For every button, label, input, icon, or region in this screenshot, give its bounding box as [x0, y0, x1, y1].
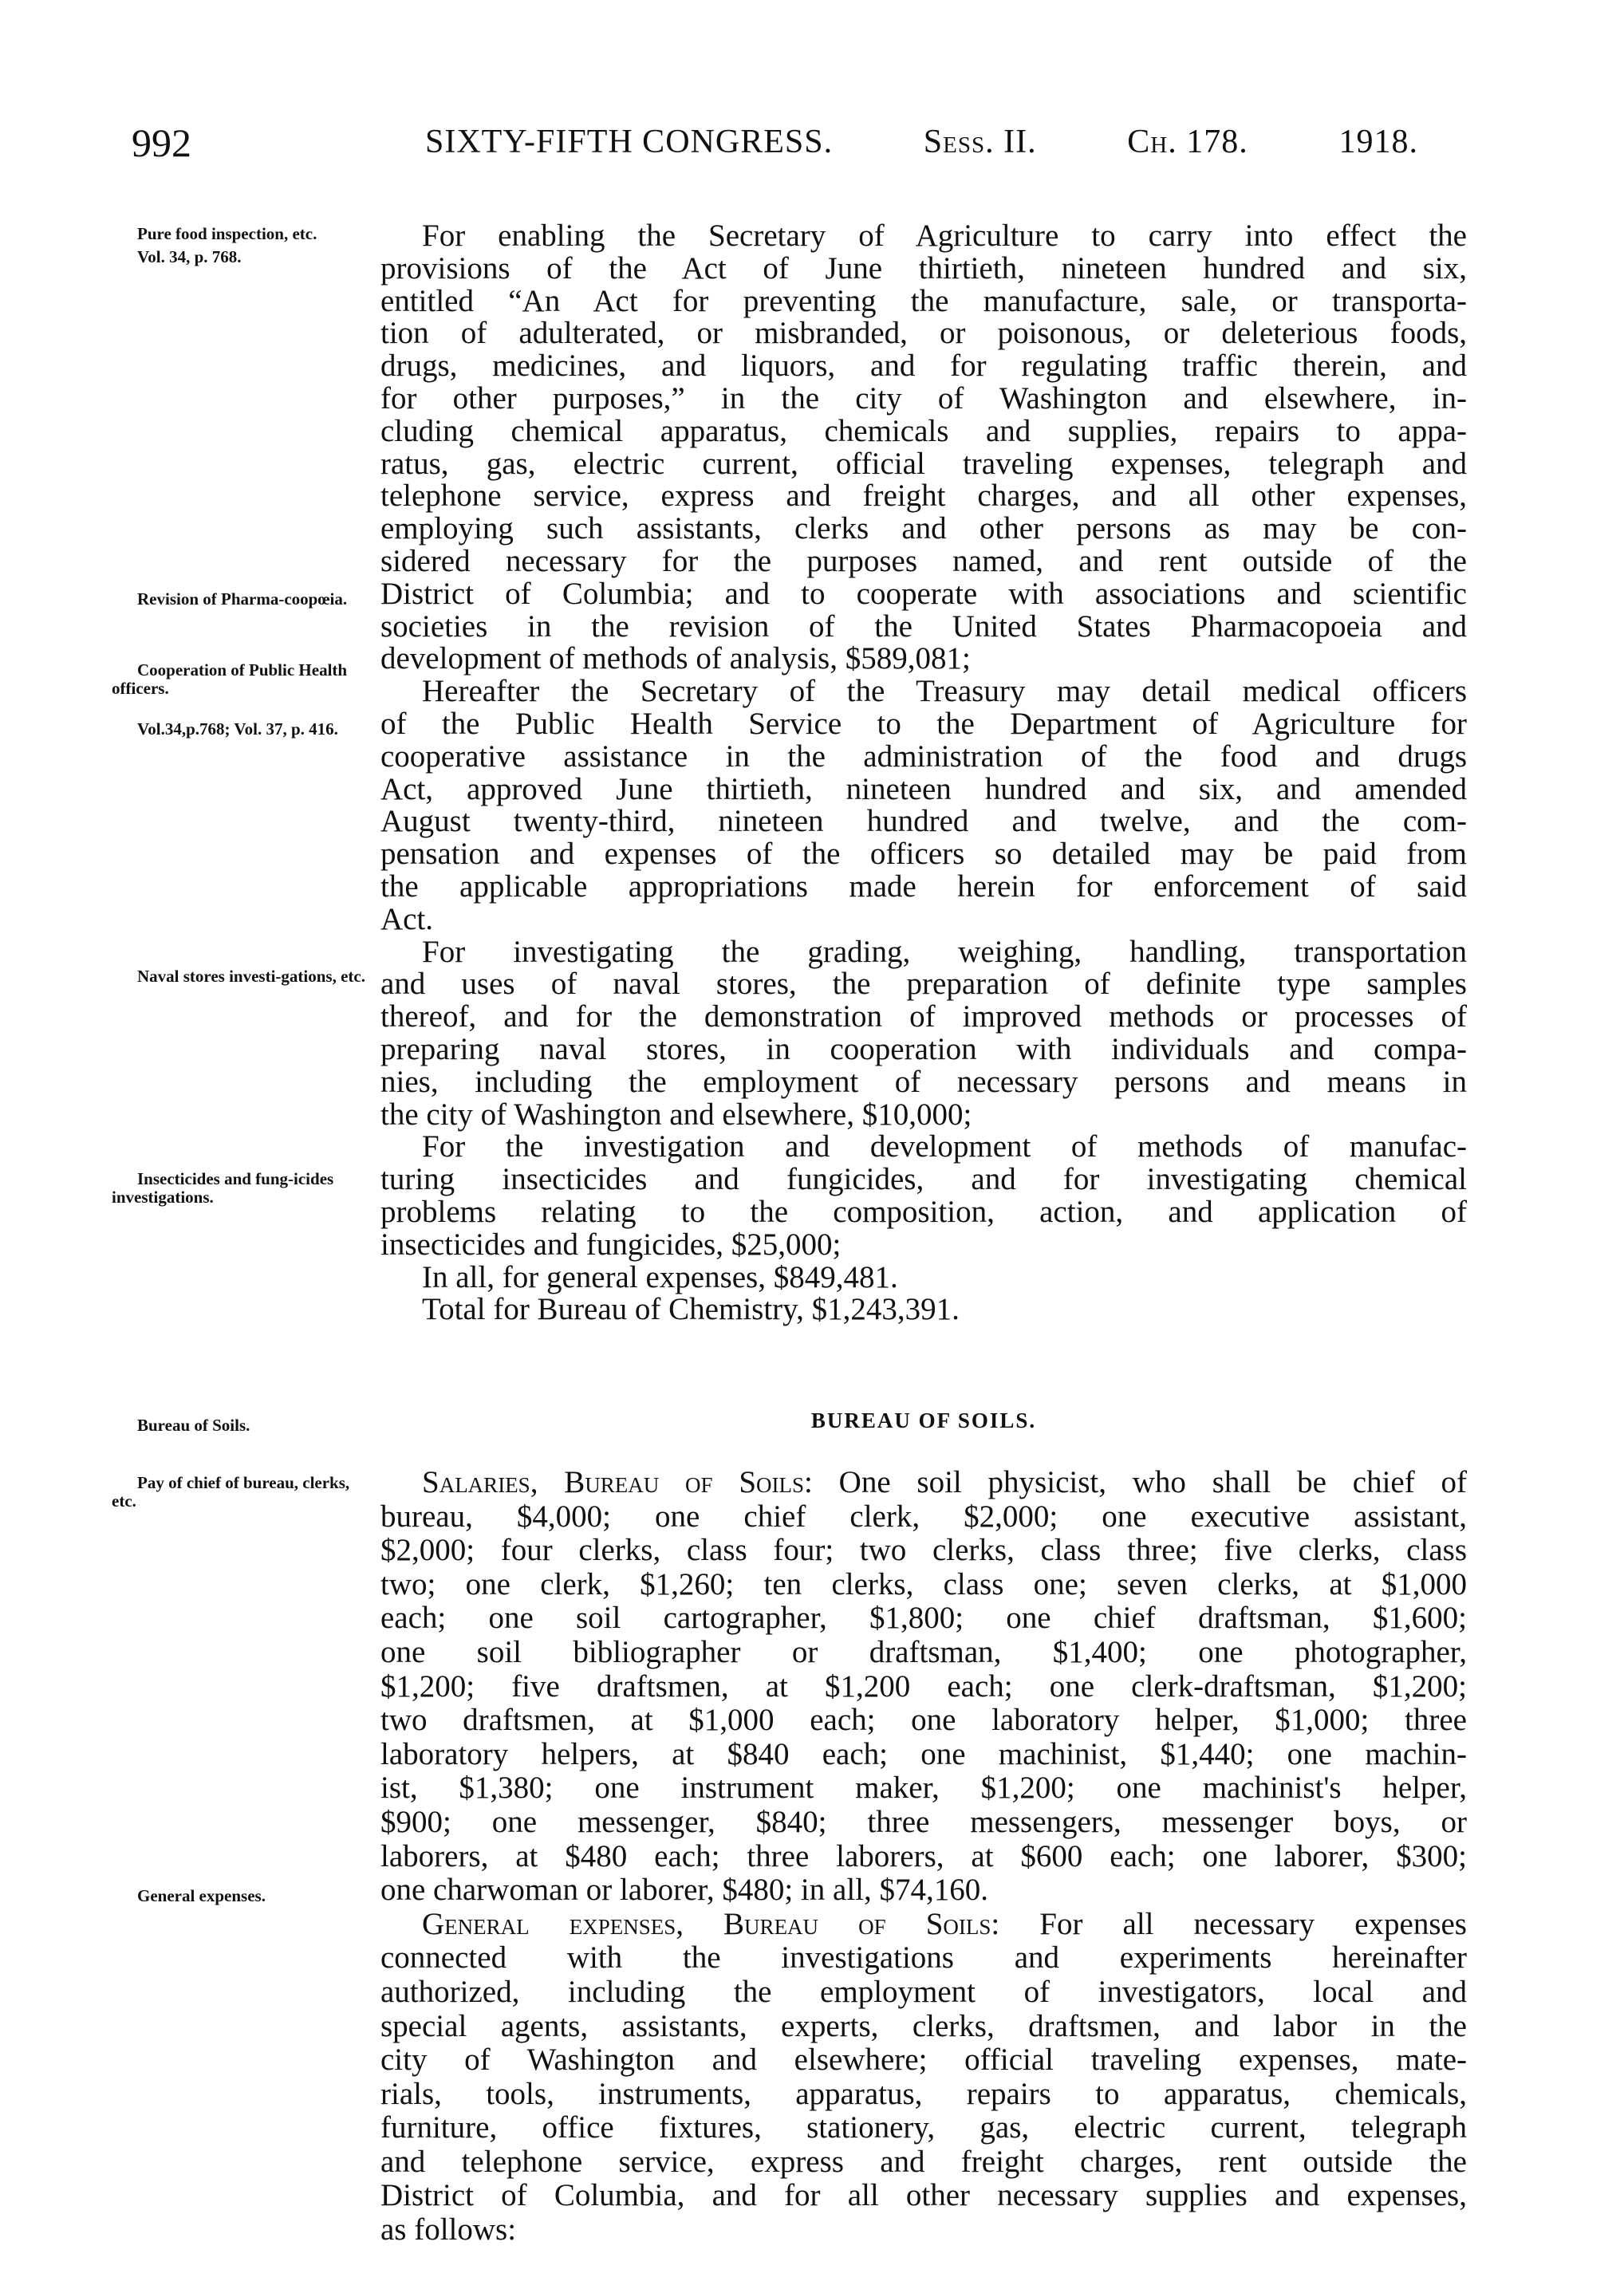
text-line: as follows: [380, 2212, 517, 2247]
session-label: Sess. II. [923, 124, 1037, 160]
text-line: Act. [380, 901, 434, 936]
text-line: and uses of naval stores, the preparation of definite type samples [380, 967, 1467, 1002]
margin-note: Pay of chief of bureau, clerks, etc. [112, 1473, 350, 1511]
text-line: laborers, at $480 each; three laborers, at $600 each; one laborer, $300; [380, 1838, 1467, 1873]
text-line: sidered necessary for the purposes named, and rent outside of the [380, 543, 1467, 578]
chapter-label: Ch. 178. [1127, 124, 1248, 160]
margin-note: Cooperation of Public Health officers. [112, 660, 348, 698]
margin-note: Insecticides and fung-icides investigations. [112, 1169, 334, 1207]
text-line: laboratory helpers, at $840 each; one machinist, $1,440; one machin- [380, 1736, 1467, 1771]
text-line: rials, tools, instruments, apparatus, repairs to apparatus, chemicals, [380, 2076, 1467, 2111]
text-line: District of Columbia; and to cooperate with associations and scientific [380, 576, 1467, 611]
paragraph-lead: General expenses, Bureau of Soils: [422, 1906, 1000, 1941]
text-line: furniture, office fixtures, stationery, gas, electric current, telegraph [380, 2110, 1467, 2145]
text-line: for other purposes,” in the city of Washington and elsewhere, in- [380, 380, 1467, 416]
text-line: Hereafter the Secretary of the Treasury may detail medical officers [422, 674, 1467, 709]
year-label: 1918. [1338, 124, 1418, 160]
text-line: provisions of the Act of June thirtieth, nineteen hundred and six, [380, 250, 1467, 286]
page-number: 992 [132, 120, 191, 165]
text-line: drugs, medicines, and liquors, and for regulating traffic therein, and [380, 349, 1467, 384]
text-line: each; one soil cartographer, $1,800; one chief draftsman, $1,600; [380, 1601, 1467, 1636]
page-header [0, 120, 1624, 167]
text-line: city of Washington and elsewhere; official traveling expenses, mate- [380, 2043, 1467, 2078]
text-line: one soil bibliographer or draftsman, $1,400; one photographer, [380, 1634, 1467, 1669]
text-line: societies in the revision of the United States Pharmacopoeia and [380, 609, 1467, 644]
text-line: cluding chemical apparatus, chemicals and supplies, repairs to appa- [380, 413, 1467, 448]
text-line: two draftsmen, at $1,000 each; one laboratory helper, $1,000; three [380, 1703, 1467, 1738]
text-line: the applicable appropriations made herein for enforcement of said [380, 869, 1467, 904]
text-line: District of Columbia, and for all other necessary supplies and expenses, [380, 2178, 1467, 2213]
text-line: the city of Washington and elsewhere, $10,000; [380, 1097, 972, 1132]
congress-title: SIXTY-FIFTH CONGRESS. [425, 124, 834, 160]
margin-note: Naval stores investi-gations, etc. [137, 967, 365, 986]
text-line [380, 1908, 1467, 1942]
text-line: of the Public Health Service to the Department of Agriculture for [380, 706, 1467, 741]
section-heading: BUREAU OF SOILS. [810, 1408, 1037, 1432]
paragraph-lead: Salaries, Bureau of Soils: [422, 1465, 813, 1499]
text-line: ist, $1,380; one instrument maker, $1,200; one machinist's helper, [380, 1771, 1467, 1806]
text-line: Total for Bureau of Chemistry, $1,243,391. [422, 1292, 960, 1327]
body-text-soils [380, 1466, 1467, 2247]
text-line: For investigating the grading, weighing, handling, transportation [422, 934, 1467, 969]
text-line: $1,200; five draftsmen, at $1,200 each; one clerk-draftsman, $1,200; [380, 1668, 1467, 1704]
text-line: authorized, including the employment of investigators, local and [380, 1974, 1467, 2009]
text-line: nies, including the employment of necessary persons and means in [380, 1064, 1467, 1099]
text-line: pensation and expenses of the officers so detailed may be paid from [380, 837, 1467, 872]
text-line [380, 1466, 1467, 1500]
text-line: special agents, assistants, experts, clerks, draftsmen, and labor in the [380, 2008, 1467, 2043]
text-line: bureau, $4,000; one chief clerk, $2,000; one executive assistant, [380, 1499, 1467, 1534]
text-line: cooperative assistance in the administration of the food and drugs [380, 739, 1467, 774]
text-line: In all, for general expenses, $849,481. [422, 1259, 898, 1294]
margin-note: Vol. 34, p. 768. [137, 247, 242, 266]
text-line: entitled “An Act for preventing the manufacture, sale, or transporta- [380, 283, 1467, 318]
margin-note: General expenses. [137, 1886, 266, 1905]
body-text-chemistry [380, 220, 1467, 1326]
text-line: and telephone service, express and freight charges, rent outside the [380, 2144, 1467, 2179]
text-line: one charwoman or laborer, $480; in all, $74,160. [380, 1873, 988, 1908]
text-line: tion of adulterated, or misbranded, or poisonous, or deleterious foods, [380, 316, 1467, 351]
line-text: One soil physicist, who shall be chief of [838, 1465, 1467, 1499]
text-line: Act, approved June thirtieth, nineteen hundred and six, and amended [380, 771, 1467, 806]
margin-note: Vol.34,p.768; Vol. 37, p. 416. [137, 719, 338, 739]
text-line: two; one clerk, $1,260; ten clerks, class one; seven clerks, at $1,000 [380, 1566, 1467, 1601]
text-line: connected with the investigations and experiments hereinafter [380, 1940, 1467, 1976]
margin-note: Revision of Pharma-coopœia. [137, 589, 348, 609]
margin-note: Pure food inspection, etc. [137, 224, 317, 243]
line-text: For all necessary expenses [1039, 1906, 1467, 1941]
text-line: ratus, gas, electric current, official traveling expenses, telegraph and [380, 446, 1467, 481]
margin-note: Bureau of Soils. [137, 1416, 250, 1435]
text-line: problems relating to the composition, action, and application of [380, 1194, 1467, 1229]
text-line: August twenty-third, nineteen hundred and twelve, and the com- [380, 804, 1467, 839]
text-line: $2,000; four clerks, class four; two clerks, class three; five clerks, class [380, 1533, 1467, 1568]
text-line: insecticides and fungicides, $25,000; [380, 1227, 842, 1262]
text-line: development of methods of analysis, $589,081; [380, 641, 971, 676]
running-head [425, 123, 1418, 161]
text-line: preparing naval stores, in cooperation with individuals and compa- [380, 1031, 1467, 1066]
text-line: turing insecticides and fungicides, and for investigating chemical [380, 1162, 1467, 1197]
text-line: thereof, and for the demonstration of improved methods or processes of [380, 999, 1467, 1034]
text-line: employing such assistants, clerks and other persons as may be con- [380, 511, 1467, 546]
text-line: $900; one messenger, $840; three messengers, messenger boys, or [380, 1804, 1467, 1839]
text-line: For the investigation and development of methods of manufac- [422, 1129, 1467, 1164]
text-line: telephone service, express and freight charges, and all other expenses, [380, 479, 1467, 514]
text-line: For enabling the Secretary of Agriculture to carry into effect the [422, 219, 1467, 253]
